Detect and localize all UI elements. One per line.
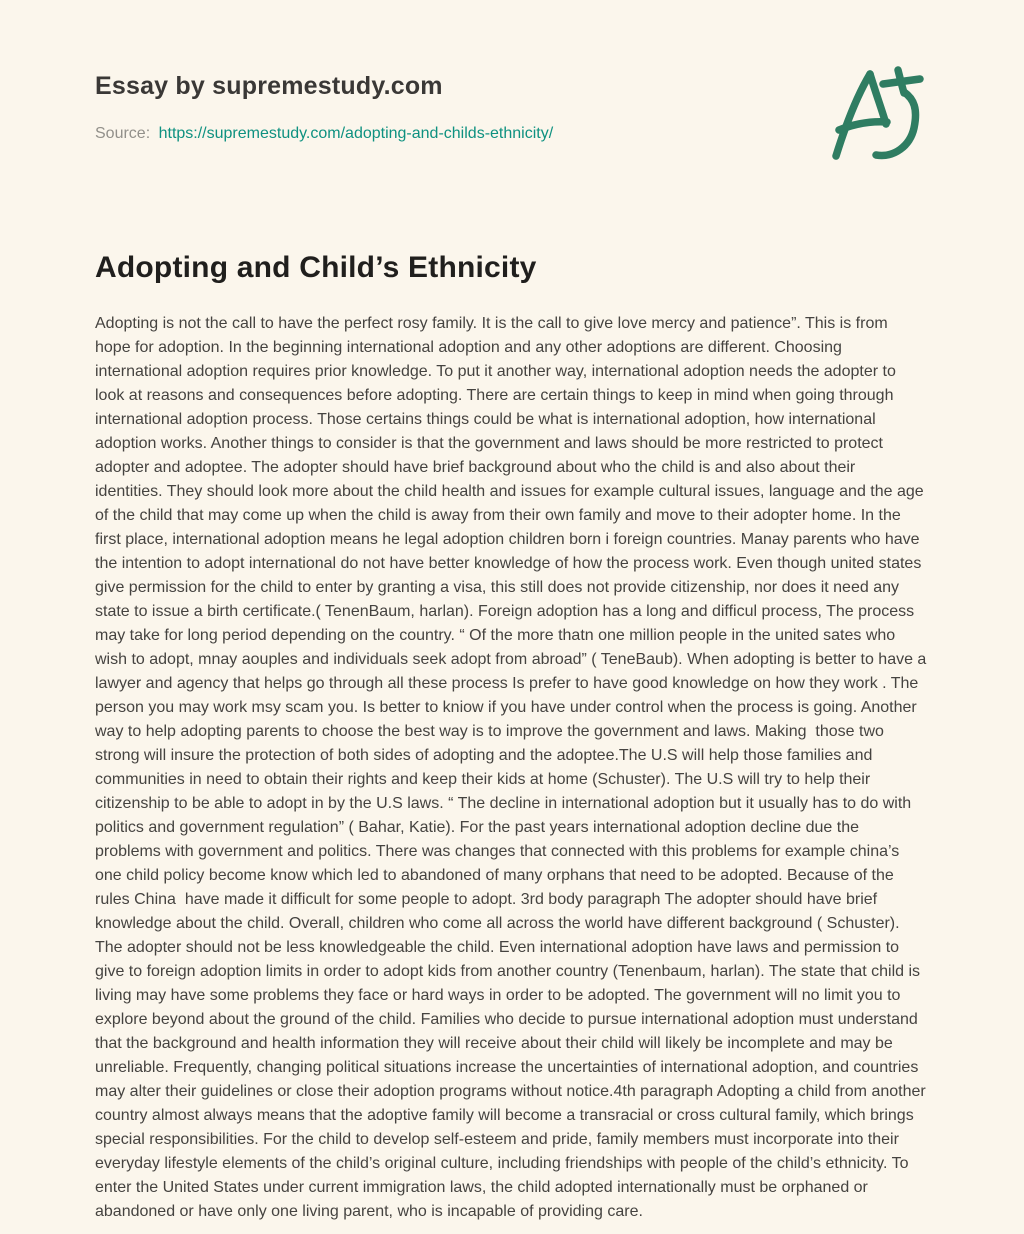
body-text-line: country almost always means that the adoptive family will become a transracial or cross cultural family, which brings xyxy=(95,1107,914,1124)
body-text-line: give to foreign adoption limits in order to adopt kids from another country (Tenenbaum, harlan). The state that child is xyxy=(95,963,921,980)
body-text-line: person you may work msy scam you. Is better to kniow if you have under control when the process is going. Another xyxy=(95,699,917,716)
body-text-line: may take for long period depending on the country. “ Of the more thatn one million people in the united sates who xyxy=(95,627,896,644)
essay-body xyxy=(95,312,937,1224)
body-text-line: rules China have made it difficult for some people to adopt. 3rd body paragraph The adopter should have brief xyxy=(95,891,878,908)
body-text-line: knowledge about the child. Overall, children who come all across the world have different background ( Schuster). xyxy=(95,915,900,932)
body-text-line: way to help adopting parents to choose the best way is to improve the government and laws. Making those two xyxy=(95,723,884,740)
body-text-line: unreliable. Frequently, changing political situations increase the uncertainties of international adoption, and countries xyxy=(95,1059,919,1076)
body-text-line: look at reasons and consequences before adopting. There are certain things to keep in mind when going through xyxy=(95,387,894,404)
body-text-line: the intention to adopt international do not have better knowledge of how the process work. Even though united states xyxy=(95,555,922,572)
body-text-line: adoption works. Another things to consider is that the government and laws should be more restricted to protect xyxy=(95,435,883,452)
essay-title: Adopting and Child’s Ethnicity xyxy=(95,251,537,284)
body-text-line: first place, international adoption means he legal adoption children born i foreign countries. Manay parents who have xyxy=(95,531,920,548)
body-text-line: problems with government and politics. There was changes that connected with this problems for example china’s xyxy=(95,843,900,860)
body-text-line: may alter their guidelines or close their adoption programs without notice.4th paragraph Adopting a child from another xyxy=(95,1083,926,1100)
body-text-line: one child policy become know which led to abandoned of many orphans that need to be adopted. Because of the xyxy=(95,867,894,884)
body-text-line: international adoption process. Those certains things could be what is international adoption, how international xyxy=(95,411,876,428)
body-text-line: international adoption requires prior knowledge. To put it another way, international adoption needs the adopter to xyxy=(95,363,896,380)
body-text-line: special responsibilities. For the child to develop self-esteem and pride, family members must incorporate into their xyxy=(95,1131,899,1148)
body-text-line: state to issue a birth certificate.( TenenBaum, harlan). Foreign adoption has a long and difficul process, The process xyxy=(95,603,915,620)
source-link[interactable]: https://supremestudy.com/adopting-and-childs-ethnicity/ xyxy=(158,125,554,142)
source-label: Source: xyxy=(95,125,151,142)
body-text-line: give permission for the child to enter by granting a visa, this still does not provide citizenship, nor does it need any xyxy=(95,579,899,596)
body-text-line: identities. They should look more about the child health and issues for example cultural issues, language and the age xyxy=(95,483,924,500)
a-plus-logo-icon xyxy=(826,60,926,164)
body-text-line: living may have some problems they face or hard ways in order to be adopted. The government will no limit you to xyxy=(95,987,901,1004)
body-text-line: everyday lifestyle elements of the child’s original culture, including friendships with people of the child’s ethnicity. To xyxy=(95,1155,909,1172)
body-text-line: citizenship to be able to adopt in by the U.S laws. “ The decline in international adoption but it usually has to do with xyxy=(95,795,912,812)
page-header-title: Essay by supremestudy.com xyxy=(95,72,443,100)
body-text-line: abandoned or have only one living parent, who is incapable of providing care. xyxy=(95,1203,643,1220)
body-text-line: Adopting is not the call to have the perfect rosy family. It is the call to give love mercy and patience”. This is from xyxy=(95,315,888,332)
body-text-line: of the child that may come up when the child is away from their own family and move to their adopter home. In the xyxy=(95,507,901,524)
body-text-line: that the background and health information they will receive about their child will likely be incomplete and may be xyxy=(95,1035,893,1052)
body-text-line: explore beyond about the ground of the child. Families who decide to pursue international adoption must understand xyxy=(95,1011,918,1028)
body-text-line: adopter and adoptee. The adopter should have brief background about who the child is and also about their xyxy=(95,459,856,476)
body-text-line: enter the United States under current immigration laws, the child adopted internationally must be orphaned or xyxy=(95,1179,868,1196)
body-text-line: wish to adopt, mnay aouples and individuals seek adopt from abroad” ( TeneBaub). When adopting is better to have a xyxy=(95,651,927,668)
source-line xyxy=(95,123,553,145)
body-text-line: politics and government regulation” ( Bahar, Katie). For the past years international adoption decline due the xyxy=(95,819,860,836)
body-text-line: hope for adoption. In the beginning international adoption and any other adoptions are different. Choosing xyxy=(95,339,842,356)
body-text-line: lawyer and agency that helps go through all these process Is prefer to have good knowledge on how they work . The xyxy=(95,675,919,692)
body-text-line: communities in need to obtain their rights and keep their kids at home (Schuster). The U.S will try to help their xyxy=(95,771,871,788)
body-text-line: strong will insure the protection of both sides of adopting and the adoptee.The U.S will help those families and xyxy=(95,747,873,764)
body-text-line: The adopter should not be less knowledgeable the child. Even international adoption have laws and permission to xyxy=(95,939,900,956)
